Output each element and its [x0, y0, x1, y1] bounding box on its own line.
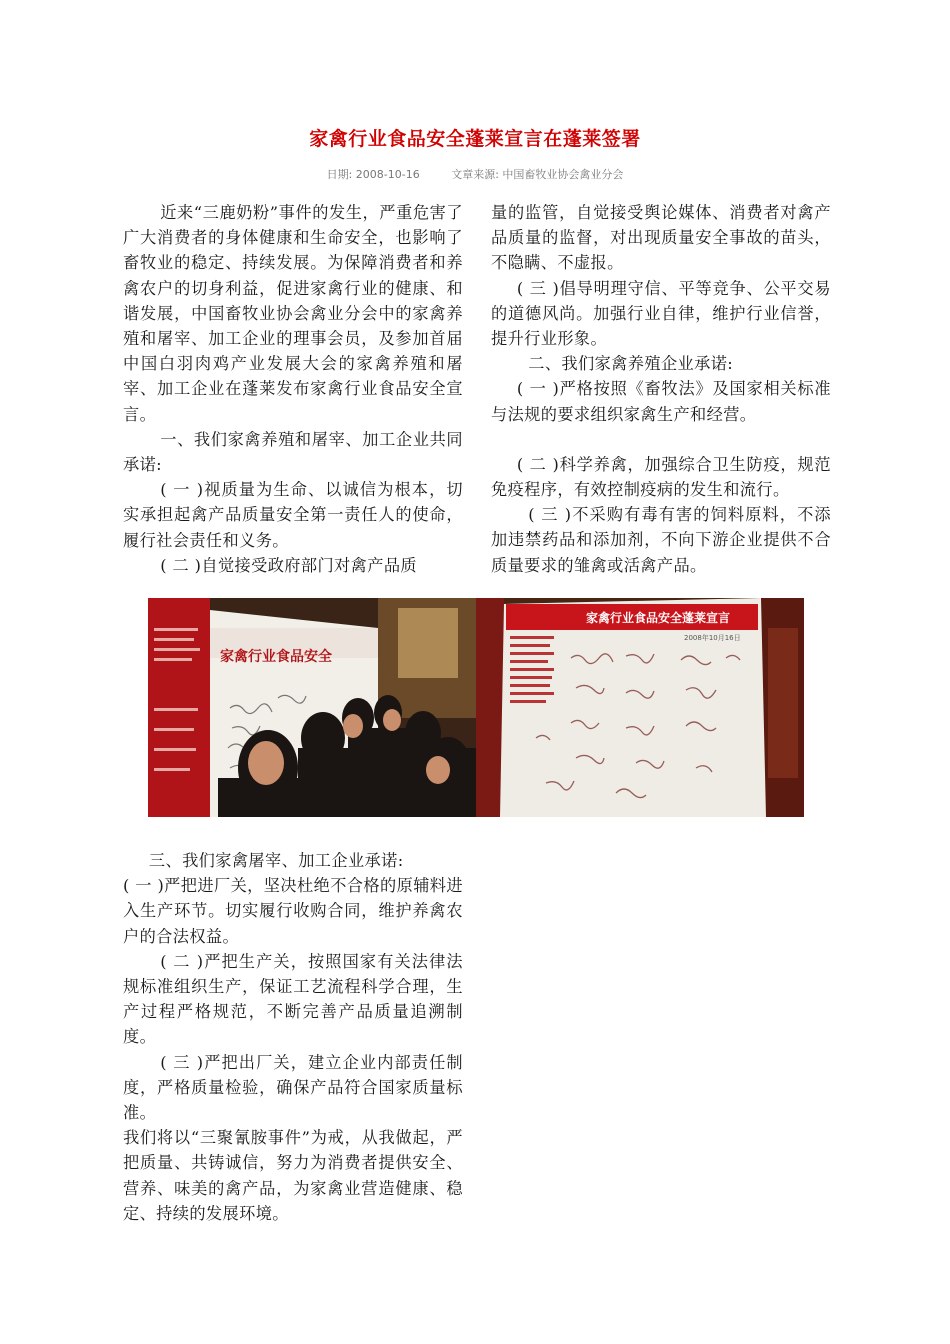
paragraph: 二、我们家禽养殖企业承诺: — [528, 354, 734, 374]
right-column — [491, 200, 831, 578]
paragraph: 一、我们家禽养殖和屠宰、加工企业共同承诺: — [123, 429, 463, 475]
article-meta — [0, 166, 950, 182]
signing-crowd-photo — [148, 598, 476, 817]
paragraph: 我们将以“三聚氰胺事件”为戒，从我做起，严把质量、共铸诚信，努力为消费者提供安全、营养、味美的禽产品，为家禽业营造健康、稳定、持续的发展环境。 — [123, 1128, 463, 1223]
paragraph: 量的监管，自觉接受舆论媒体、消费者对禽产品质量的监督，对出现质量安全事故的苗头，不隐瞒、不虚报。 — [491, 203, 831, 273]
article-title: 家禽行业食品安全蓬莱宣言在蓬莱签署 — [309, 128, 641, 150]
signed-declaration-photo — [476, 598, 804, 817]
paragraph: ( 二 )严把生产关，按照国家有关法律法规标准组织生产，保证工艺流程科学合理，生产过程严格规范，不断完善产品质量追溯制度。 — [123, 951, 463, 1047]
paragraph: ( 二 )科学养禽，加强综合卫生防疫，规范免疫程序，有效控制疫病的发生和流行。 — [491, 454, 831, 500]
paragraph: ( 三 )倡导明理守信、平等竞争、公平交易的道德风尚。加强行业自律，维护行业信誉，提升行业形象。 — [491, 278, 831, 349]
paragraph: 近来“三鹿奶粉”事件的发生，严重危害了广大消费者的身体健康和生命安全，也影响了畜牧业的稳定、持续发展。为保障消费者和养禽农户的切身利益，促进家禽行业的健康、和谐发展，中国畜牧业协会禽业分会中的家禽养殖和屠宰、加工企业的理事会员，及参加首届中国白羽肉鸡产业发展大会的家禽养殖和屠宰、加工企业在蓬莱发布家禽行业食品安全宣言。 — [123, 203, 463, 424]
paragraph: ( 一 )严把进厂关，坚决杜绝不合格的原辅料进入生产环节。切实履行收购合同，维护养禽农户的合法权益。 — [123, 876, 463, 946]
paragraph: ( 三 )不采购有毒有害的饲料原料，不添加违禁药品和添加剂，不向下游企业提供不合质量要求的雏禽或活禽产品。 — [491, 505, 831, 575]
paragraph: ( 一 )严格按照《畜牧法》及国家相关标准与法规的要求组织家禽生产和经营。 — [491, 379, 831, 424]
bottom-column — [123, 848, 463, 1226]
banner-date-text: 2008年10月16日 — [684, 634, 741, 642]
paragraph: ( 三 )严把出厂关，建立企业内部责任制度，严格质量检验，确保产品符合国家质量标准。 — [123, 1052, 463, 1123]
paragraph: ( 二 )自觉接受政府部门对禽产品质 — [160, 555, 417, 575]
paragraph: ( 一 )视质量为生命、以诚信为根本，切实承担起禽产品质量安全第一责任人的使命，履行社会责任和义务。 — [123, 480, 463, 550]
banner-title-text: 家禽行业食品安全蓬莱宣言 — [586, 611, 731, 625]
banner-title-text: 家禽行业食品安全 — [220, 649, 332, 665]
paragraph: 三、我们家禽屠宰、加工企业承诺: — [148, 851, 404, 870]
left-column — [123, 200, 463, 578]
article-date: 日期: 2008-10-16 — [326, 168, 420, 181]
article-source: 文章来源: 中国畜牧业协会禽业分会 — [451, 168, 624, 181]
